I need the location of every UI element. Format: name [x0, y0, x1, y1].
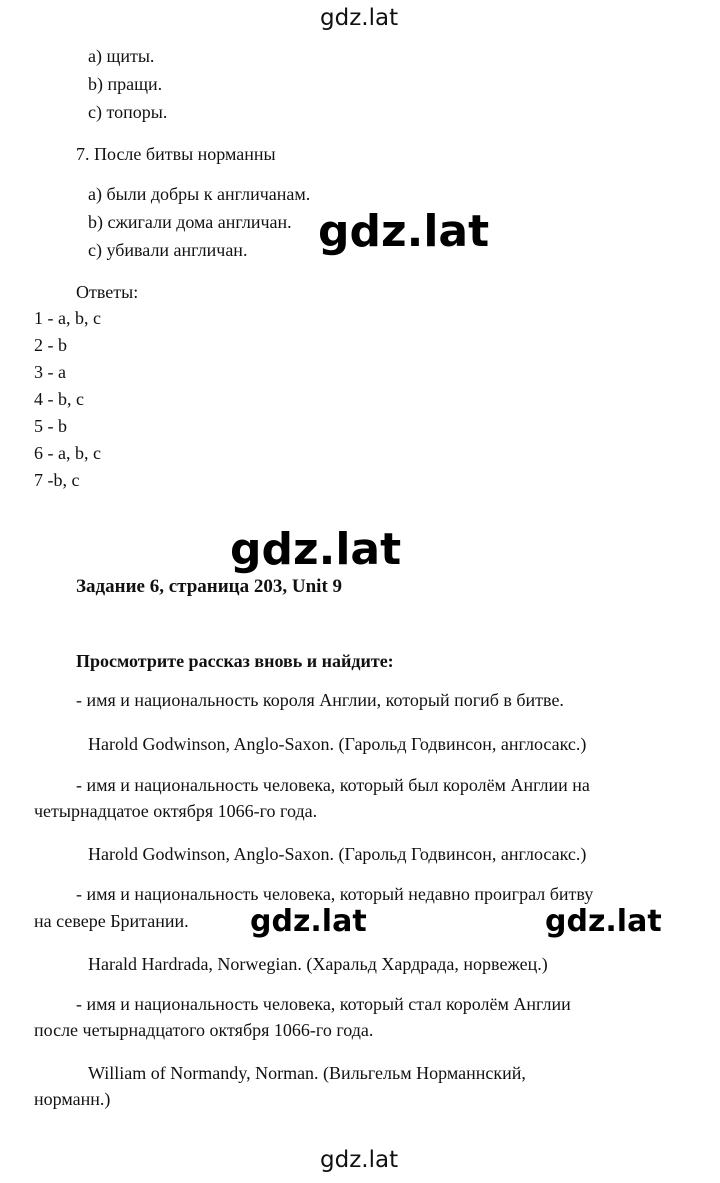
- task-item-1-prompt: - имя и национальность короля Англии, который погиб в битве.: [76, 690, 564, 710]
- question6-option-c: c) топоры.: [88, 102, 168, 122]
- answer-item: 6 - a, b, c: [34, 443, 101, 463]
- task-item-4-answer-line1: William of Normandy, Norman. (Вильгельм Норманнский,: [88, 1063, 526, 1083]
- question7-option-a: a) были добры к англичанам.: [88, 184, 311, 204]
- answer-item: 5 - b: [34, 416, 67, 436]
- question7-option-c: c) убивали англичан.: [88, 240, 248, 260]
- task-item-2-answer: Harold Godwinson, Anglo-Saxon. (Гарольд Годвинсон, англосакс.): [88, 844, 587, 864]
- watermark-middle-1: gdz.lat: [318, 206, 490, 257]
- watermark-bottom: gdz.lat: [320, 1147, 399, 1173]
- task-item-1-answer: Harold Godwinson, Anglo-Saxon. (Гарольд Годвинсон, англосакс.): [88, 734, 587, 754]
- question6-option-a: a) щиты.: [88, 46, 155, 66]
- answer-item: 3 - a: [34, 362, 66, 382]
- answers-list: [34, 306, 101, 495]
- task-item-3-prompt-line1: - имя и национальность человека, который недавно проиграл битву: [76, 884, 594, 904]
- question6-option-b: b) пращи.: [88, 74, 163, 94]
- answers-label: Ответы:: [76, 282, 139, 302]
- question7-option-b: b) сжигали дома англичан.: [88, 212, 292, 232]
- task-item-3-answer: Harald Hardrada, Norwegian. (Харальд Хардрада, норвежец.): [88, 954, 548, 974]
- answer-item: 4 - b, c: [34, 389, 84, 409]
- watermark-left-small: gdz.lat: [250, 904, 367, 939]
- task-item-4-answer-line2: норманн.): [34, 1089, 111, 1109]
- watermark-right-small: gdz.lat: [545, 904, 662, 939]
- watermark-middle-2: gdz.lat: [230, 524, 402, 575]
- answer-item: 7 -b, c: [34, 470, 80, 490]
- answer-item: 2 - b: [34, 335, 67, 355]
- task-heading: Задание 6, страница 203, Unit 9: [76, 576, 343, 597]
- watermark-top: gdz.lat: [320, 5, 399, 31]
- task-item-2-prompt-line1: - имя и национальность человека, который был королём Англии на: [76, 775, 590, 795]
- task-instruction: Просмотрите рассказ вновь и найдите:: [76, 651, 394, 671]
- task-item-3-prompt-line2: на севере Британии.: [34, 911, 189, 931]
- task-item-4-prompt-line2: после четырнадцатого октября 1066-го года.: [34, 1020, 374, 1040]
- question7-title: 7. После битвы норманны: [76, 144, 276, 164]
- answer-item: 1 - a, b, c: [34, 308, 101, 328]
- task-item-2-prompt-line2: четырнадцатое октября 1066-го года.: [34, 801, 318, 821]
- task-item-4-prompt-line1: - имя и национальность человека, который стал королём Англии: [76, 994, 571, 1014]
